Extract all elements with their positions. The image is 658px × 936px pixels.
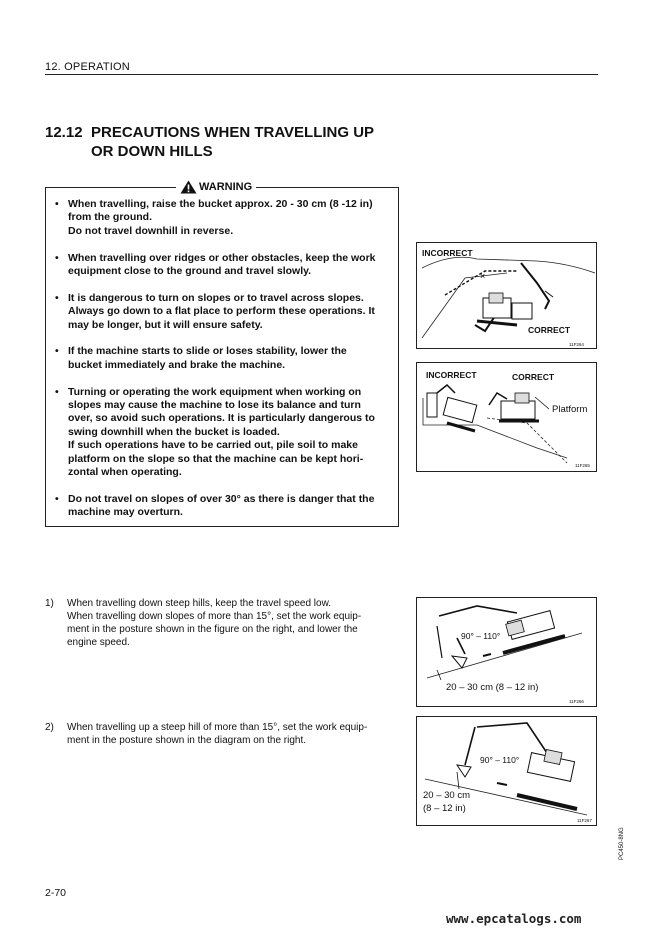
- fig3-height-label: 20 – 30 cm (8 – 12 in): [446, 682, 539, 693]
- warning-item-line: If such operations have to be carried out, pile soil to make: [68, 439, 358, 452]
- item-1-line: engine speed.: [67, 637, 130, 648]
- warning-item-line: from the ground.: [68, 211, 152, 224]
- warning-item-line: over, so avoid such operations. It is particularly dangerous to: [68, 412, 375, 425]
- item-1-number: 1): [45, 598, 54, 609]
- ridge-travel-illustration: [417, 243, 598, 350]
- warning-item-line: slopes may cause the machine to lose its balance and turn: [68, 399, 361, 412]
- item-2-line: ment in the posture shown in the diagram on the right.: [67, 735, 307, 746]
- warning-item: [55, 493, 391, 520]
- fig2-correct-label: CORRECT: [512, 372, 555, 382]
- warning-item: [55, 198, 391, 238]
- section-header: 12. OPERATION: [45, 61, 130, 73]
- side-code: PC450-8NG: [619, 827, 625, 860]
- warning-item-line: may be longer, but it will ensure safety.: [68, 318, 263, 331]
- item-1-text: [67, 597, 401, 649]
- warning-item-line: equipment close to the ground and travel slowly.: [68, 265, 312, 278]
- warning-item-line: Do not travel downhill in reverse.: [68, 224, 234, 237]
- figure-downhill-posture: [416, 597, 597, 707]
- fig1-incorrect-label: INCORRECT: [422, 248, 473, 258]
- fig4-height-label-1: 20 – 30 cm: [423, 790, 470, 801]
- warning-item: [55, 345, 391, 372]
- warning-label: [176, 180, 256, 194]
- figure-ridge-travel: [416, 242, 597, 349]
- warning-item-line: zontal when operating.: [68, 466, 182, 479]
- fig4-code: 11F267: [577, 818, 592, 823]
- warning-item-line: Do not travel on slopes of over 30° as there is danger that the: [68, 492, 375, 505]
- warning-label-text: WARNING: [199, 181, 253, 193]
- item-1-line: ment in the posture shown in the figure on the right, and lower the: [67, 624, 358, 635]
- warning-item-line: When travelling over ridges or other obstacles, keep the work: [68, 251, 376, 264]
- numbered-item-2: [45, 721, 405, 751]
- warning-item: [55, 292, 391, 332]
- fig3-code: 11F266: [569, 699, 584, 704]
- fig4-angle-label: 90° – 110°: [480, 755, 520, 765]
- item-1-line: When travelling down steep hills, keep the travel speed low.: [67, 598, 332, 609]
- page-title: [45, 123, 374, 161]
- fig1-correct-label: CORRECT: [528, 325, 571, 335]
- warning-item: [55, 252, 391, 279]
- watermark-link[interactable]: www.epcatalogs.com: [446, 911, 582, 926]
- item-2-text: [67, 721, 401, 747]
- warning-item-line: swing downhill when the bucket is loaded.: [68, 425, 280, 438]
- bullet-icon: •: [55, 345, 59, 358]
- warning-item-line: It is dangerous to turn on slopes or to travel across slopes.: [68, 291, 364, 304]
- item-2-line: When travelling up a steep hill of more than 15°, set the work equip-: [67, 722, 368, 733]
- figure-slope-platform: [416, 362, 597, 472]
- warning-item-line: platform on the slope so that the machine can be kept hori-: [68, 452, 364, 465]
- title-number: 12.12: [45, 124, 83, 141]
- warning-list: [55, 198, 391, 533]
- item-2-number: 2): [45, 722, 54, 733]
- warning-item-line: If the machine starts to slide or loses stability, lower the: [68, 345, 347, 358]
- warning-item-line: When travelling, raise the bucket approx. 20 - 30 cm (8 -12 in): [68, 198, 373, 210]
- warning-item-line: bucket immediately and brake the machine.: [68, 358, 286, 371]
- warning-triangle-icon: [180, 180, 197, 194]
- warning-item-line: Turning or operating the work equipment when working on: [68, 385, 362, 398]
- warning-item-line: machine may overturn.: [68, 506, 183, 519]
- bullet-icon: •: [55, 291, 59, 304]
- svg-text:×: ×: [480, 271, 486, 281]
- bullet-icon: •: [55, 251, 59, 264]
- fig2-platform-label: Platform: [552, 404, 588, 415]
- figure-uphill-posture: [416, 716, 597, 826]
- numbered-item-1: [45, 597, 405, 657]
- warning-box: [45, 181, 399, 527]
- bullet-icon: •: [55, 198, 59, 210]
- title-line2: OR DOWN HILLS: [91, 143, 213, 160]
- fig4-height-label-2: (8 – 12 in): [423, 803, 466, 814]
- fig2-incorrect-label: INCORRECT: [426, 370, 477, 380]
- header-rule: [45, 74, 598, 75]
- fig1-code: 11F264: [569, 342, 584, 347]
- item-1-line: When travelling down slopes of more than 15°, set the work equip-: [67, 611, 362, 622]
- fig3-angle-label: 90° – 110°: [461, 631, 501, 641]
- bullet-icon: •: [55, 492, 59, 505]
- fig2-code: 11F265: [575, 463, 590, 468]
- page-number: 2-70: [45, 887, 67, 899]
- warning-item-line: Always go down to a flat place to perform these operations. It: [68, 305, 375, 318]
- warning-item: [55, 386, 391, 480]
- bullet-icon: •: [55, 385, 59, 398]
- title-line1: PRECAUTIONS WHEN TRAVELLING UP: [91, 124, 375, 141]
